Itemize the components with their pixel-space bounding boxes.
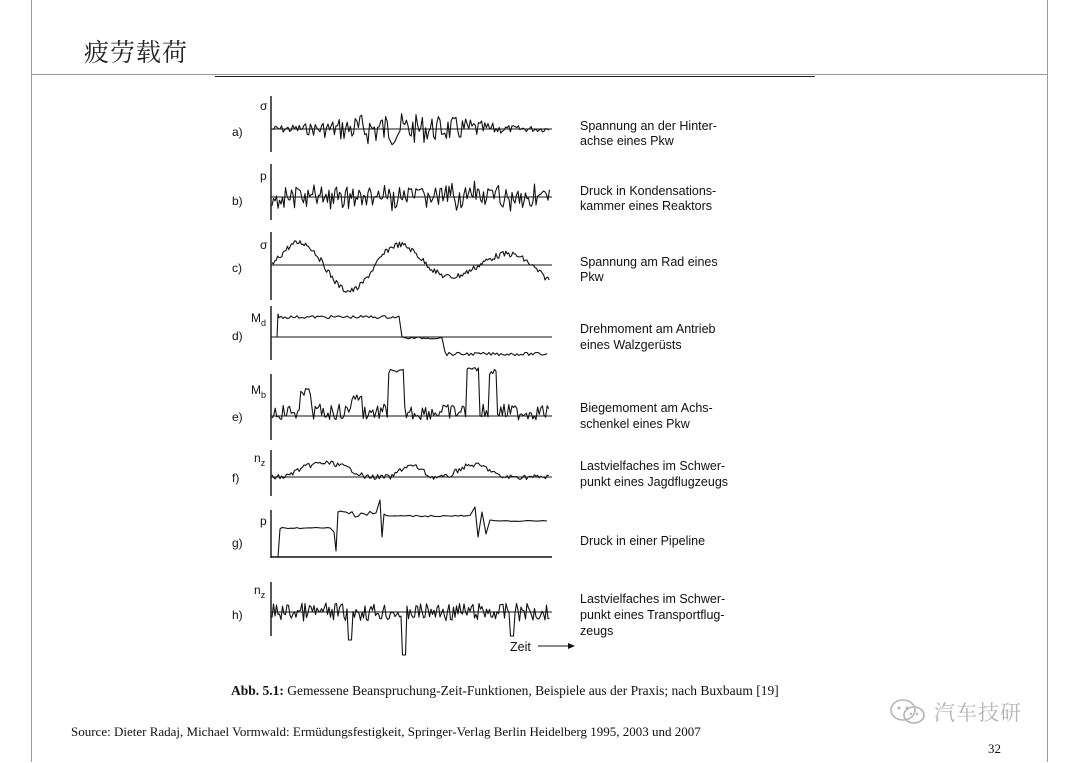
panel-h: [232, 582, 725, 655]
panel-f: [232, 450, 728, 496]
panel-c: [232, 232, 718, 300]
panel-a: [232, 96, 717, 152]
panel-e-symbol-sub: b: [261, 390, 267, 400]
time-axis-label: Zeit: [510, 640, 531, 654]
source-citation: Source: Dieter Radaj, Michael Vormwald: Ermüdungsfestigkeit, Springer-Verlag Berlin Heidelberg 1995, 2003 und 2007: [71, 724, 701, 739]
panel-f-desc-2: punkt eines Jagdflugzeugs: [580, 475, 729, 489]
panel-d-desc-1: Drehmoment am Antrieb: [580, 322, 716, 336]
panel-c-desc-2: Pkw: [580, 270, 604, 284]
panel-a-desc-2: achse eines Pkw: [580, 134, 674, 148]
page-number: 32: [988, 741, 1001, 756]
slide-title: 疲劳载荷: [84, 38, 189, 67]
panel-f-symbol-main: n: [254, 451, 261, 465]
panel-d-letter: d): [232, 329, 243, 343]
panel-e: [232, 368, 713, 440]
panel-c-trace: [272, 241, 549, 293]
panel-a-symbol: σ: [260, 99, 268, 113]
panel-f-letter: f): [232, 471, 240, 485]
panel-g: [232, 500, 705, 558]
panel-h-desc-1: Lastvielfaches im Schwer-: [580, 592, 726, 606]
panel-e-symbol-main: M: [251, 383, 261, 397]
panel-f-desc-1: Lastvielfaches im Schwer-: [580, 459, 726, 473]
panel-f-symbol-sub: z: [260, 458, 266, 468]
panel-e-symbol: [251, 383, 266, 400]
panel-d-symbol: [251, 311, 266, 328]
panel-b-trace: [272, 181, 550, 211]
panel-g-symbol: p: [260, 514, 267, 528]
panel-d-trace: [272, 314, 547, 356]
panel-h-symbol: [254, 583, 266, 600]
panel-d-symbol-sub: d: [261, 318, 267, 328]
panel-a-desc-1: Spannung an der Hinter-: [580, 119, 717, 133]
panel-h-trace: [272, 603, 550, 655]
panel-b: [232, 164, 716, 220]
figure-caption-text: Gemessene Beanspruchung-Zeit-Funktionen, Beispiele aus der Praxis; nach Buxbaum [19]: [287, 683, 779, 698]
panel-b-letter: b): [232, 194, 243, 208]
panel-d: [232, 306, 716, 360]
panel-e-desc-1: Biegemoment am Achs-: [580, 401, 713, 415]
panel-c-desc-1: Spannung am Rad eines: [580, 255, 718, 269]
panel-h-desc-2: punkt eines Transportflug-: [580, 608, 725, 622]
wechat-logo-icon: [888, 697, 928, 727]
panel-h-desc-3: zeugs: [580, 624, 614, 638]
panel-d-symbol-main: M: [251, 311, 261, 325]
panel-b-desc-2: kammer eines Reaktors: [580, 199, 712, 213]
panel-e-letter: e): [232, 410, 243, 424]
panel-h-symbol-sub: z: [260, 590, 266, 600]
panel-c-symbol: σ: [260, 238, 268, 252]
panel-g-desc-1: Druck in einer Pipeline: [580, 534, 706, 548]
figure-caption: [231, 682, 806, 699]
watermark: [888, 697, 1022, 727]
panel-b-desc-1: Druck in Kondensations-: [580, 184, 717, 198]
panel-a-letter: a): [232, 125, 243, 139]
panel-d-desc-2: eines Walzgerüsts: [580, 338, 682, 352]
panel-g-letter: g): [232, 536, 243, 550]
watermark-text: 汽车技研: [934, 701, 1022, 725]
panel-h-letter: h): [232, 608, 243, 622]
panel-b-symbol: p: [260, 169, 267, 183]
panel-e-desc-2: schenkel eines Pkw: [580, 417, 690, 431]
panel-c-letter: c): [232, 261, 242, 275]
panel-e-trace: [272, 368, 549, 420]
panel-h-symbol-main: n: [254, 583, 261, 597]
panel-g-trace: [272, 500, 547, 557]
figure-caption-label: Abb. 5.1:: [231, 683, 284, 698]
panel-f-symbol: [254, 451, 266, 468]
